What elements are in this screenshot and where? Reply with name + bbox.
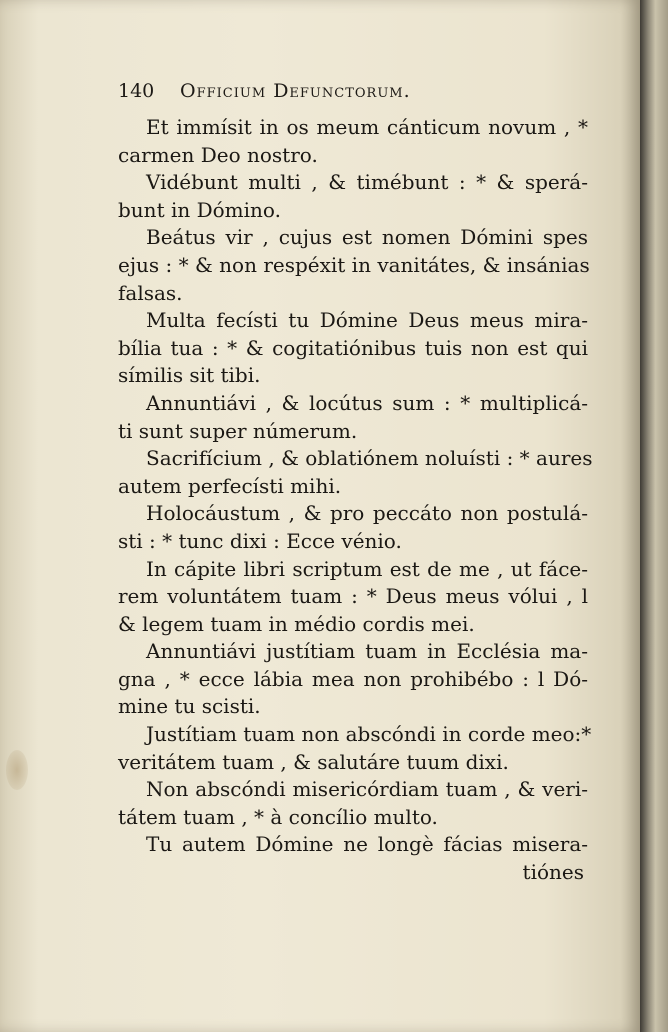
verse <box>118 224 588 307</box>
text-line: falsas. <box>118 280 183 305</box>
verse <box>118 169 588 224</box>
verse <box>118 776 588 831</box>
verse <box>118 390 588 445</box>
verse <box>118 721 592 776</box>
text-line: autem perfecísti mihi. <box>118 473 342 498</box>
text-line: ti sunt super númerum. <box>118 418 358 443</box>
page-number: 140 <box>118 80 155 102</box>
page-edge <box>640 0 668 1032</box>
text-line: veritátem tuam , & salutáre tuum dixi. <box>118 749 509 774</box>
text-line: Annuntiávi justítiam tuam in Ecclésia ma- <box>146 639 588 664</box>
psalm-text <box>118 114 593 887</box>
text-line: Tu autem Dómine ne longè fácias misera- <box>146 832 588 857</box>
text-line: In cápite libri scriptum est de me , ut fáce- <box>146 556 588 581</box>
text-line: sti : * tunc dixi : Ecce vénio. <box>118 528 402 553</box>
text-line: bunt in Dómino. <box>118 197 281 222</box>
text-line: & legem tuam in médio cordis mei. <box>118 611 475 636</box>
text-line: Multa fecísti tu Dómine Deus meus mira- <box>146 308 588 333</box>
verse <box>118 445 593 500</box>
verse <box>118 831 588 859</box>
paper-stain <box>6 750 28 790</box>
text-line: rem voluntátem tuam : * Deus meus vólui , l <box>118 584 588 609</box>
text-line: mine tu scisti. <box>118 694 261 719</box>
text-line: Holocáustum , & pro peccáto non postulá- <box>146 501 588 526</box>
verse <box>118 500 588 555</box>
text-line: Sacrifícium , & oblatiónem noluísti : * aures <box>146 446 593 471</box>
text-line: bília tua : * & cogitatiónibus tuis non est qui <box>118 335 588 360</box>
text-line: Justítiam tuam non abscóndi in corde meo:* <box>146 722 592 747</box>
verse <box>118 638 588 721</box>
running-title: Officium Defunctorum. <box>180 80 411 102</box>
page-header <box>118 80 498 110</box>
text-line: tátem tuam , * à concílio multo. <box>118 804 438 829</box>
text-line: Vidébunt multi , & timébunt : * & sperá- <box>146 170 588 195</box>
text-line: ejus : * & non respéxit in vanitátes, & insánias <box>118 252 590 277</box>
text-line: Et immísit in os meum cánticum novum , * <box>146 115 588 139</box>
text-line: Non abscóndi misericórdiam tuam , & veri- <box>146 777 588 802</box>
text-line: carmen Deo nostro. <box>118 142 318 167</box>
verse <box>118 556 588 639</box>
text-line: Beátus vir , cujus est nomen Dómini spes <box>146 225 588 250</box>
verse <box>118 307 588 390</box>
catchword: tiónes <box>522 860 584 885</box>
text-line: gna , * ecce lábia mea non prohibébo : l Dó- <box>118 666 588 691</box>
text-line: símilis sit tibi. <box>118 363 261 388</box>
text-line: Annuntiávi , & locútus sum : * multiplicá- <box>146 390 588 415</box>
verse <box>118 114 588 169</box>
